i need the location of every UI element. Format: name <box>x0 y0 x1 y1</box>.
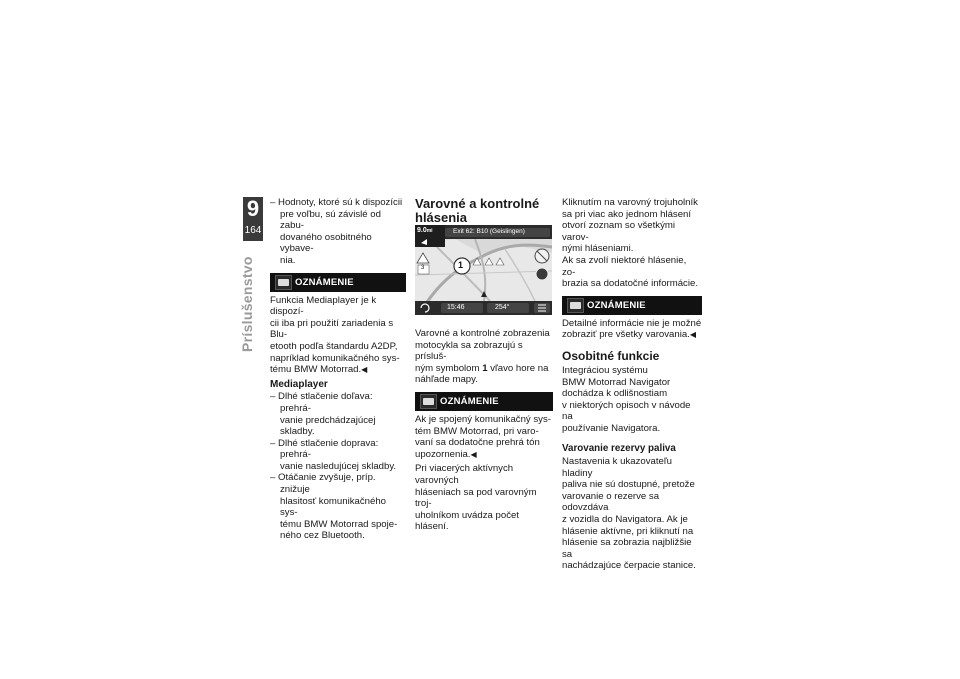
intro-dash-item: – Hodnoty, ktoré sú k dispozícii <box>270 197 403 208</box>
chapter-number: 9 <box>246 196 260 221</box>
end-mark-icon: ◀ <box>689 330 696 340</box>
chapter-side-label: Príslušenstvo <box>239 256 255 352</box>
nav-distance: 9.0mi <box>417 227 433 234</box>
note-text: Funkcia Mediaplayer je k dispozí- cii iba pri použití zariadenia s Blu- etooth podľa štandardu A2DP, napríklad komunikačného sys- tému BMW Motorrad.◀ <box>270 294 400 376</box>
column-2-body <box>415 328 553 535</box>
nav-warning-count: 3 <box>421 265 425 271</box>
note-banner <box>270 273 406 292</box>
warning-list-paragraph: Kliknutím na varovný trojuholník sa pri viac ako jednom hlásení otvorí zoznam so všetkými varov- nými hláseniami. Ak sa zvolí niektoré hlásenie, zo- brazia sa dodatočné informácie. <box>562 197 698 290</box>
mediaplayer-heading: Mediaplayer <box>270 378 328 390</box>
fuel-heading: Varovanie rezervy paliva <box>562 442 676 454</box>
note-label: OZNÁMENIE <box>295 276 354 288</box>
nav-marker-label: 1 <box>458 260 464 270</box>
column-1: – Hodnoty, ktoré sú k dispozícii pre voľbu, sú závislé od zabu- dovaného osobitného vybave- nia. OZNÁMENIE Funkcia Mediaplayer je k dispozí- cii iba pri použití zariadenia s Blu- etooth podľa štandardu A2DP, napríklad komunikačného sys- tému BMW Motorrad.◀ Mediaplayer – Dlhé stlačenie doľava: prehrá- vanie predchádzajúcej skladby. – Dlhé stlačenie doprava: prehrá- vanie nasledujúcej skladby. – Otáčanie zvyšuje, príp. znižuje hlasitosť komunikačného sys- tému BMW Motorrad spoje- ného cez Bluetooth. <box>270 197 406 544</box>
note-banner <box>562 296 702 315</box>
page-number: 164 <box>244 225 262 236</box>
navigator-screenshot <box>415 225 552 315</box>
bullet-item: – Dlhé stlačenie doľava: prehrá- <box>270 391 373 414</box>
note-text: Detailné informácie nie je možné zobraziť pre všetky varovania.◀ <box>562 317 702 341</box>
nav-heading: 254° <box>495 304 510 311</box>
fuel-paragraph: Nastavenia k ukazovateľu hladiny paliva nie sú dostupné, pretože varovanie o rezerve sa odovzdáva z vozidla do Navigatora. Ak je hlásenie aktívne, pri kliknutí na hlásenie sa zobrazia najbližšie sa nachádzajúce čerpacie stanice. <box>562 456 696 572</box>
warnings-paragraph: Varovné a kontrolné zobrazenia motocykla sa zobrazujú s prísluš- ným symbolom 1 vľavo hore na náhľade mapy. <box>415 328 550 386</box>
symbol-number: 1 <box>482 362 488 374</box>
end-mark-icon: ◀ <box>470 449 477 459</box>
note-label: OZNÁMENIE <box>440 395 499 407</box>
section-heading-warnings: Varovné a kontrolné hlásenia <box>415 196 540 225</box>
bullet-item: – Dlhé stlačenie doprava: prehrá- <box>270 437 379 461</box>
special-paragraph: Integráciou systému BMW Motorrad Navigator dochádza k odlišnostiam v niektorých opisoch v návode na používanie Navigatora. <box>562 364 691 434</box>
note-icon <box>567 298 584 313</box>
note-text: Ak je spojený komunikačný sys- tém BMW Motorrad, pri varo- vaní sa dodatočne prehrá tón upozornenia.◀ <box>415 413 551 460</box>
column-3 <box>562 197 702 574</box>
multi-warning-paragraph: Pri viacerých aktívnych varovných hláseniach sa pod varovným troj- uholníkom uvádza počet hlásení. <box>415 463 537 533</box>
note-icon <box>420 394 437 409</box>
nav-time: 15:46 <box>447 304 465 311</box>
bullet-item: – Otáčanie zvyšuje, príp. znižuje <box>270 472 376 496</box>
note-banner <box>415 392 553 411</box>
note-label: OZNÁMENIE <box>587 299 646 311</box>
end-mark-icon: ◀ <box>361 365 368 375</box>
nav-exit-text: Exit 62: B10 (Geislingen) <box>453 228 525 235</box>
note-icon <box>275 275 292 290</box>
section-heading-special: Osobitné funkcie <box>562 348 660 363</box>
